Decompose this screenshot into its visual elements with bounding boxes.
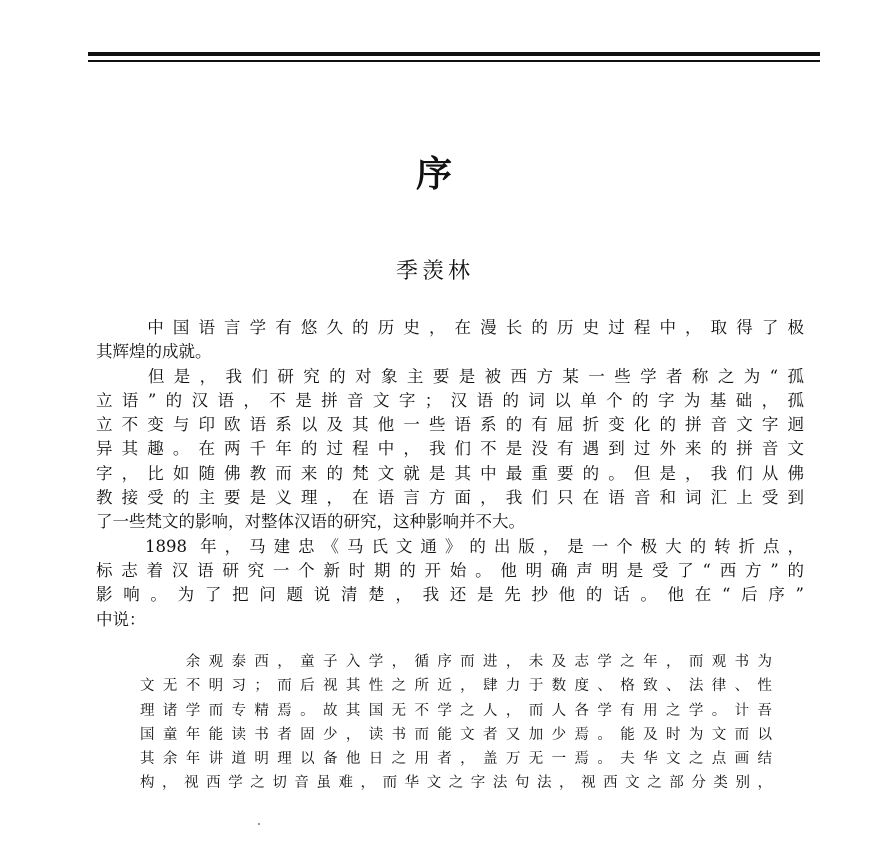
body-line: 了一些梵文的影响，对整体汉语的研究，这种影响并不大。 [96, 512, 525, 532]
body-line: 中国语言学有悠久的历史，在漫长的历史过程中，取得了极 [96, 318, 804, 337]
body-line: 字，比如随佛教而来的梵文就是其中最重要的。但是，我们从佛 [96, 463, 804, 483]
quote-line: 国童年能读书者固少，读书而能文者又加少焉。能及时为文而以 [140, 726, 772, 743]
quote-line: 余观泰西，童子入学，循序而进，未及志学之年，而观书为 [140, 654, 772, 670]
body-line: 影响。为了把问题说清楚，我还是先抄他的话。他在“后序” [96, 585, 804, 605]
body-line: 立语”的汉语，不是拼音文字；汉语的词以单个的字为基础，孤 [96, 390, 804, 410]
quote-line: 构，视西学之切音虽难，而华文之字法句法，视西文之部分类别， [140, 775, 772, 792]
quote-line: 理诸学而专精焉。故其国无不学之人，而人各学有用之学。计吾 [140, 702, 772, 719]
body-line: 中说： [96, 609, 146, 629]
body-line: 但是，我们研究的对象主要是被西方某一些学者称之为“孤 [96, 366, 804, 386]
body-line: 教接受的主要是义理，在语言方面，我们只在语音和词汇上受到 [96, 488, 804, 508]
body-text [96, 316, 804, 632]
header-rule-thin [88, 60, 820, 62]
scan-speck [258, 823, 260, 825]
page-title: 序 [415, 153, 454, 195]
block-quote [140, 650, 772, 796]
author-name: 季羡林 [395, 259, 474, 284]
body-line: 其辉煌的成就。 [96, 342, 212, 362]
body-line: 立不变与印欧语系以及其他一些语系的有屈折变化的拼音文字迥 [96, 415, 804, 435]
body-line: 1898 年，马建忠《马氏文通》的出版，是一个极大的转折点， [96, 536, 804, 556]
quote-line: 其余年讲道明理以备他日之用者，盖万无一焉。夫华文之点画结 [140, 751, 772, 768]
body-line: 异其趣。在两千年的过程中，我们不是没有遇到过外来的拼音文 [96, 439, 804, 459]
body-line: 标志着汉语研究一个新时期的开始。他明确声明是受了“西方”的 [96, 560, 804, 580]
quote-line: 文无不明习；而后视其性之所近，肆力于数度、格致、法律、性 [140, 678, 772, 695]
header-rule-thick [88, 52, 820, 56]
